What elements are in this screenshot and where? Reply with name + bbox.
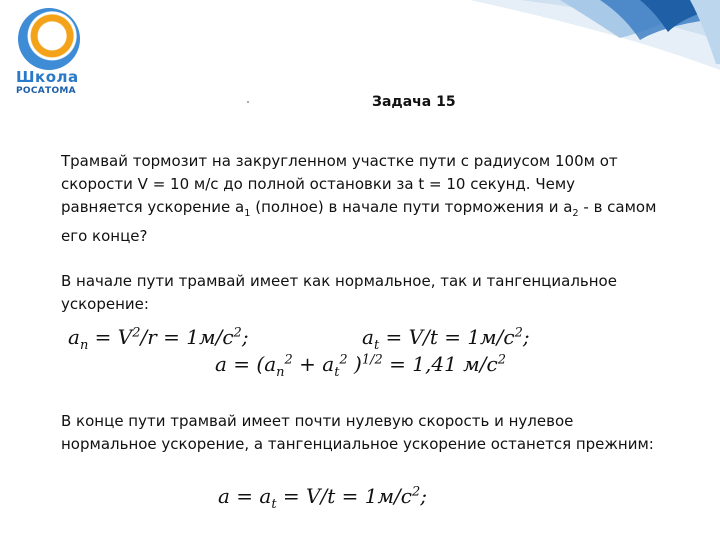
task-title: Задача 15: [372, 94, 456, 110]
formula-total-head: a = (a: [215, 352, 277, 376]
formula-tangential-acceleration: [362, 325, 530, 353]
formula-at-sup-end: 2: [514, 325, 523, 341]
formula-total-sup-half: 1/2: [361, 352, 383, 368]
formula-an-sup-end: 2: [233, 325, 242, 341]
formula-at-tail: = V/t = 1м/с: [379, 325, 515, 349]
logo-rosatom-text: РОСАТОМА: [16, 86, 76, 96]
formula-an-a: a: [68, 325, 80, 349]
formula-end-sub: t: [271, 497, 277, 512]
formula-at-a: a: [362, 325, 374, 349]
problem-text-a: Трамвай тормозит на закругленном участке пути с радиусом 100м от скорости V = 10 м/с до полной остановки за t = 10 секунд. Чему равняется ускорение a: [61, 152, 618, 216]
logo-school-text: Школа: [16, 68, 79, 86]
formula-total-sup-end: 2: [497, 352, 506, 368]
formula-end-acceleration: [218, 484, 427, 512]
formula-total-sub-n: n: [276, 365, 285, 380]
subscript-2: 2: [572, 208, 579, 219]
start-explanation: В начале пути трамвай имеет как нормальное, так и тангенциальное ускорение:: [61, 272, 617, 313]
school-rosatom-logo: [14, 8, 94, 98]
subscript-1: 1: [244, 208, 251, 219]
formula-an-sub: n: [79, 338, 89, 353]
formula-an-end: ;: [241, 325, 249, 349]
formula-total-sub-t: t: [334, 365, 340, 380]
formula-an-tail: /r = 1м/с: [140, 325, 234, 349]
formula-total-tail: = 1,41 м/с: [382, 352, 498, 376]
formula-total-close: ): [347, 352, 362, 376]
problem-text-c: - в самом его конце?: [61, 198, 657, 245]
header-decoration: [0, 0, 720, 110]
problem-text-b: (полное) в начале пути торможения и a: [250, 198, 573, 216]
formula-at-end: ;: [522, 325, 530, 349]
formula-total-sup-n: 2: [284, 352, 293, 368]
formula-total-plus: + a: [292, 352, 335, 376]
problem-statement: [61, 150, 661, 248]
formula-an-mid: = V: [88, 325, 133, 349]
formula-end-sup-end: 2: [411, 484, 421, 500]
formula-end-head: a = a: [218, 484, 272, 508]
end-explanation: В конце пути трамвай имеет почти нулевую скорость и нулевое нормальное ускорение, а тангенциальное ускорение останется прежним:: [61, 412, 654, 453]
formula-normal-acceleration: [68, 325, 249, 353]
logo-emblem-icon: [18, 8, 80, 70]
formula-an-sup: 2: [132, 325, 141, 341]
formula-end-end: ;: [420, 484, 428, 508]
formula-at-sub: t: [373, 338, 380, 353]
stray-dot: [247, 101, 249, 103]
formula-total-acceleration: [215, 352, 506, 380]
formula-end-tail: = V/t = 1м/с: [276, 484, 412, 508]
formula-total-sup-t: 2: [339, 352, 348, 368]
